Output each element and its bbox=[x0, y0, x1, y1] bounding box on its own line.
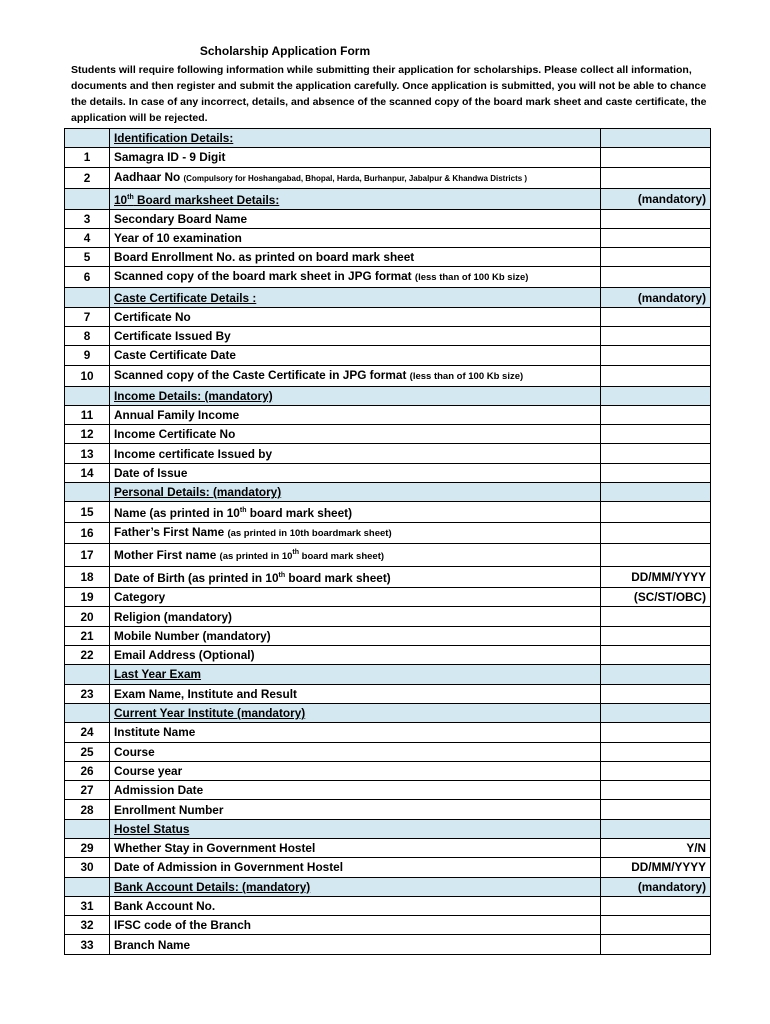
field-value[interactable] bbox=[601, 723, 711, 742]
row-number: 14 bbox=[65, 463, 110, 482]
field-label: Aadhaar No (Compulsory for Hoshangabad, Bhopal, Harda, Burhanpur, Jabalpur & Khandwa Districts ) bbox=[110, 167, 601, 188]
field-note: (less than of 100 Kb size) bbox=[414, 272, 529, 284]
row-number bbox=[65, 877, 110, 896]
table-row bbox=[65, 626, 711, 645]
section-header-row bbox=[65, 129, 711, 148]
row-number: 22 bbox=[65, 646, 110, 665]
section-header-row bbox=[65, 188, 711, 209]
section-title: 10th Board marksheet Details: bbox=[110, 188, 601, 209]
table-row bbox=[65, 781, 711, 800]
section-title: Identification Details: bbox=[110, 129, 601, 148]
table-row bbox=[65, 209, 711, 228]
field-label: Branch Name bbox=[110, 935, 601, 954]
field-value[interactable] bbox=[601, 626, 711, 645]
field-label: Date of Birth (as printed in 10th board mark sheet) bbox=[110, 567, 601, 588]
field-value[interactable] bbox=[601, 209, 711, 228]
field-label: Secondary Board Name bbox=[110, 209, 601, 228]
row-number: 16 bbox=[65, 523, 110, 544]
field-value[interactable] bbox=[601, 781, 711, 800]
row-number: 8 bbox=[65, 327, 110, 346]
row-number: 13 bbox=[65, 444, 110, 463]
field-value[interactable] bbox=[601, 483, 711, 502]
field-value[interactable]: Y/N bbox=[601, 839, 711, 858]
field-label: Caste Certificate Date bbox=[110, 346, 601, 365]
field-value[interactable] bbox=[601, 129, 711, 148]
row-number: 20 bbox=[65, 607, 110, 626]
field-value[interactable]: (mandatory) bbox=[601, 877, 711, 896]
field-value[interactable] bbox=[601, 703, 711, 722]
field-value[interactable] bbox=[601, 267, 711, 288]
field-label: Name (as printed in 10th board mark sheet) bbox=[110, 502, 601, 523]
row-number: 26 bbox=[65, 761, 110, 780]
table-row bbox=[65, 839, 711, 858]
table-row bbox=[65, 425, 711, 444]
table-row bbox=[65, 523, 711, 544]
row-number bbox=[65, 703, 110, 722]
section-title: Personal Details: (mandatory) bbox=[110, 483, 601, 502]
row-number: 31 bbox=[65, 896, 110, 915]
field-value[interactable]: (mandatory) bbox=[601, 288, 711, 307]
field-value[interactable] bbox=[601, 167, 711, 188]
row-number: 11 bbox=[65, 405, 110, 424]
field-value[interactable] bbox=[601, 819, 711, 838]
table-row bbox=[65, 916, 711, 935]
field-label: Category bbox=[110, 588, 601, 607]
row-number: 28 bbox=[65, 800, 110, 819]
row-number: 3 bbox=[65, 209, 110, 228]
table-row bbox=[65, 307, 711, 326]
table-row bbox=[65, 896, 711, 915]
section-header-row bbox=[65, 386, 711, 405]
row-number: 6 bbox=[65, 267, 110, 288]
table-row bbox=[65, 567, 711, 588]
table-row bbox=[65, 935, 711, 954]
section-title: Bank Account Details: (mandatory) bbox=[110, 877, 601, 896]
field-label: Scanned copy of the Caste Certificate in JPG format (less than of 100 Kb size) bbox=[110, 365, 601, 386]
table-row bbox=[65, 607, 711, 626]
field-label: Year of 10 examination bbox=[110, 228, 601, 247]
field-note: (less than of 100 Kb size) bbox=[409, 370, 524, 382]
field-label: Admission Date bbox=[110, 781, 601, 800]
field-label: Annual Family Income bbox=[110, 405, 601, 424]
row-number: 24 bbox=[65, 723, 110, 742]
field-value[interactable] bbox=[601, 761, 711, 780]
row-number: 9 bbox=[65, 346, 110, 365]
row-number: 32 bbox=[65, 916, 110, 935]
section-header-row bbox=[65, 703, 711, 722]
row-number bbox=[65, 129, 110, 148]
field-value[interactable] bbox=[601, 346, 711, 365]
field-label: Email Address (Optional) bbox=[110, 646, 601, 665]
field-value[interactable] bbox=[601, 800, 711, 819]
section-title: Hostel Status bbox=[110, 819, 601, 838]
table-row bbox=[65, 684, 711, 703]
row-number: 1 bbox=[65, 148, 110, 167]
field-value[interactable] bbox=[601, 425, 711, 444]
section-header-row bbox=[65, 665, 711, 684]
field-value[interactable] bbox=[601, 607, 711, 626]
field-label: Exam Name, Institute and Result bbox=[110, 684, 601, 703]
field-value[interactable] bbox=[601, 386, 711, 405]
row-number: 15 bbox=[65, 502, 110, 523]
field-value[interactable]: (SC/ST/OBC) bbox=[601, 588, 711, 607]
table-row bbox=[65, 646, 711, 665]
row-number: 19 bbox=[65, 588, 110, 607]
field-value[interactable] bbox=[601, 444, 711, 463]
table-row bbox=[65, 267, 711, 288]
field-note: (as printed in 10th boardmark sheet) bbox=[227, 528, 392, 540]
table-row bbox=[65, 228, 711, 247]
section-header-row bbox=[65, 483, 711, 502]
table-row bbox=[65, 327, 711, 346]
table-row bbox=[65, 365, 711, 386]
field-label: Income Certificate No bbox=[110, 425, 601, 444]
field-label: Scanned copy of the board mark sheet in JPG format (less than of 100 Kb size) bbox=[110, 267, 601, 288]
field-value[interactable] bbox=[601, 327, 711, 346]
field-label: Institute Name bbox=[110, 723, 601, 742]
row-number: 25 bbox=[65, 742, 110, 761]
field-label: Mobile Number (mandatory) bbox=[110, 626, 601, 645]
row-number: 17 bbox=[65, 544, 110, 567]
field-label: Certificate Issued By bbox=[110, 327, 601, 346]
field-value[interactable] bbox=[601, 248, 711, 267]
row-number: 29 bbox=[65, 839, 110, 858]
table-row bbox=[65, 148, 711, 167]
field-label: Bank Account No. bbox=[110, 896, 601, 915]
row-number: 18 bbox=[65, 567, 110, 588]
field-label: Course bbox=[110, 742, 601, 761]
field-label: Board Enrollment No. as printed on board mark sheet bbox=[110, 248, 601, 267]
field-label: IFSC code of the Branch bbox=[110, 916, 601, 935]
field-value[interactable] bbox=[601, 228, 711, 247]
table-row bbox=[65, 346, 711, 365]
field-label: Certificate No bbox=[110, 307, 601, 326]
section-header-row bbox=[65, 819, 711, 838]
field-value[interactable] bbox=[601, 307, 711, 326]
row-number bbox=[65, 386, 110, 405]
field-value[interactable] bbox=[601, 896, 711, 915]
row-number bbox=[65, 288, 110, 307]
field-value[interactable] bbox=[601, 523, 711, 544]
row-number: 21 bbox=[65, 626, 110, 645]
form-title: Scholarship Application Form bbox=[199, 44, 371, 58]
row-number: 2 bbox=[65, 167, 110, 188]
row-number: 12 bbox=[65, 425, 110, 444]
field-value[interactable] bbox=[601, 684, 711, 703]
field-label: Course year bbox=[110, 761, 601, 780]
section-header-row bbox=[65, 288, 711, 307]
field-value[interactable] bbox=[601, 935, 711, 954]
row-number: 33 bbox=[65, 935, 110, 954]
table-row bbox=[65, 463, 711, 482]
field-value[interactable]: DD/MM/YYYY bbox=[601, 567, 711, 588]
intro-text: Students will require following information while submitting their application for scholarships. Please collect all information, documents and then register and submit the application carefully. Once application is submitted, you will not be able to chance the details. In case of any incorrect, details, and absence of the scanned copy of the board mark sheet and caste certificate, the application will be rejected. bbox=[71, 64, 707, 124]
table-row bbox=[65, 800, 711, 819]
field-value[interactable] bbox=[601, 544, 711, 567]
application-table bbox=[64, 128, 711, 955]
table-row bbox=[65, 742, 711, 761]
field-value[interactable] bbox=[601, 365, 711, 386]
field-value[interactable] bbox=[601, 502, 711, 523]
row-number: 30 bbox=[65, 858, 110, 877]
section-title: Current Year Institute (mandatory) bbox=[110, 703, 601, 722]
field-value[interactable] bbox=[601, 405, 711, 424]
row-number bbox=[65, 665, 110, 684]
field-value[interactable] bbox=[601, 463, 711, 482]
field-label: Samagra ID - 9 Digit bbox=[110, 148, 601, 167]
table-row bbox=[65, 502, 711, 523]
field-value[interactable] bbox=[601, 148, 711, 167]
row-number: 7 bbox=[65, 307, 110, 326]
row-number bbox=[65, 819, 110, 838]
field-note: (as printed in 10 bbox=[219, 551, 293, 563]
row-number: 27 bbox=[65, 781, 110, 800]
field-label: Mother First name (as printed in 10th board mark sheet) bbox=[110, 544, 601, 567]
field-label: Religion (mandatory) bbox=[110, 607, 601, 626]
field-value[interactable] bbox=[601, 665, 711, 684]
section-header-row bbox=[65, 877, 711, 896]
field-label: Income certificate Issued by bbox=[110, 444, 601, 463]
field-value[interactable]: DD/MM/YYYY bbox=[601, 858, 711, 877]
section-title: Last Year Exam bbox=[110, 665, 601, 684]
field-value[interactable] bbox=[601, 742, 711, 761]
field-label: Date of Issue bbox=[110, 463, 601, 482]
row-number: 23 bbox=[65, 684, 110, 703]
table-row bbox=[65, 588, 711, 607]
field-value[interactable] bbox=[601, 916, 711, 935]
table-row bbox=[65, 167, 711, 188]
field-label: Whether Stay in Government Hostel bbox=[110, 839, 601, 858]
table-row bbox=[65, 444, 711, 463]
table-row bbox=[65, 544, 711, 567]
row-number bbox=[65, 188, 110, 209]
field-value[interactable] bbox=[601, 646, 711, 665]
row-number bbox=[65, 483, 110, 502]
field-label: Enrollment Number bbox=[110, 800, 601, 819]
table-row bbox=[65, 723, 711, 742]
field-label: Date of Admission in Government Hostel bbox=[110, 858, 601, 877]
row-number: 5 bbox=[65, 248, 110, 267]
section-title: Caste Certificate Details : bbox=[110, 288, 601, 307]
field-label: Father’s First Name (as printed in 10th boardmark sheet) bbox=[110, 523, 601, 544]
section-title: Income Details: (mandatory) bbox=[110, 386, 601, 405]
row-number: 10 bbox=[65, 365, 110, 386]
table-row bbox=[65, 248, 711, 267]
row-number: 4 bbox=[65, 228, 110, 247]
table-row bbox=[65, 761, 711, 780]
table-row bbox=[65, 858, 711, 877]
table-row bbox=[65, 405, 711, 424]
field-value[interactable]: (mandatory) bbox=[601, 188, 711, 209]
field-note: (Compulsory for Hoshangabad, Bhopal, Harda, Burhanpur, Jabalpur & Khandwa Districts ) bbox=[183, 173, 528, 183]
